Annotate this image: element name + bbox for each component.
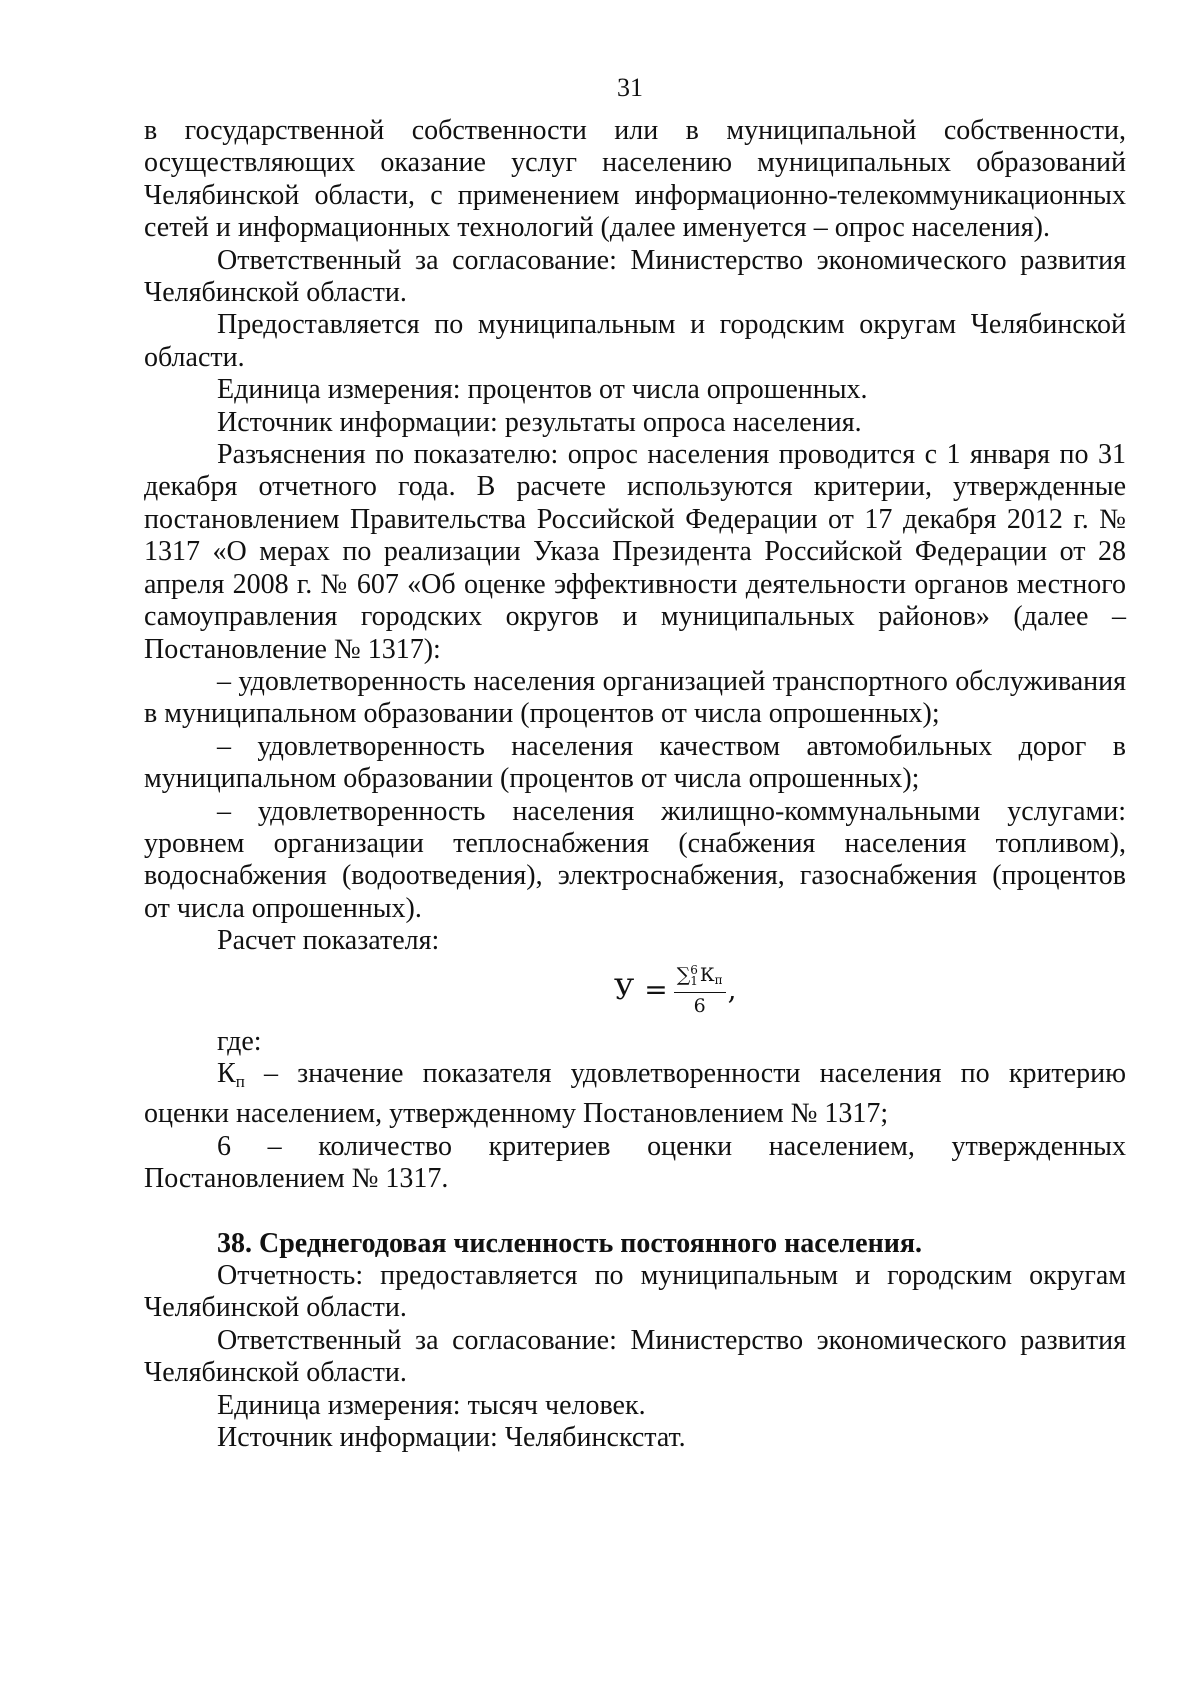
definition-kp [144, 1058, 1126, 1131]
definition-kp-subscript: п [235, 1071, 245, 1091]
section-paragraph-source: Источник информации: Челябинскстат. [217, 1422, 686, 1454]
where-label: где: [217, 1025, 262, 1057]
formula-trailing-comma: , [727, 973, 737, 1007]
formula-row [144, 958, 1126, 1026]
section-heading: 38. Среднегодовая численность постоянного населения. [217, 1227, 922, 1259]
formula-equals: = [644, 973, 668, 1007]
definition-kp-text: – значение показателя удовлетворенности населения по критерию оценки населением, утвержденному Постановлением № 1317; [144, 1057, 1126, 1130]
criterion-roads: – удовлетворенность населения качеством автомобильных дорог в муниципальном образовании (процентов от числа опрошенных); [144, 730, 1126, 795]
sum-term: К [699, 964, 715, 987]
page-number: 31 [617, 73, 643, 102]
definition-six: 6 – количество критериев оценки населением, утвержденных Постановлением № 1317. [144, 1130, 1126, 1195]
formula [614, 960, 737, 1022]
sum-upper-limit: 6 [690, 963, 698, 978]
paragraph-calculation: Расчет показателя: [217, 925, 440, 957]
sum-limits [690, 965, 698, 987]
paragraph-provided: Предоставляется по муниципальным и городским округам Челябинской области. [144, 309, 1126, 373]
formula-denominator: 6 [693, 995, 706, 1018]
document-body [144, 115, 1126, 1454]
formula-fraction [674, 964, 726, 1017]
formula-numerator [674, 964, 726, 993]
definition-kp-symbol: К [217, 1057, 236, 1089]
sum-lower-limit: 1 [690, 974, 698, 989]
paragraph-source: Источник информации: результаты опроса населения. [217, 406, 862, 438]
sigma-symbol: ∑ [676, 964, 691, 987]
criterion-utilities: – удовлетворенность населения жилищно-коммунальными услугами: уровнем организации теплоснабжения (снабжения населения топливом), водоснабжения (водоотведения), электроснабжения, газоснабжения (процентов от числа опрошенных). [144, 795, 1126, 924]
section-paragraph-reporting: Отчетность: предоставляется по муниципальным и городским округам Челябинской области. [144, 1260, 1126, 1324]
section-paragraph-unit: Единица измерения: тысяч человек. [217, 1389, 646, 1421]
formula-lhs: У [614, 973, 635, 1007]
sum-term-subscript: п [714, 973, 723, 988]
section-paragraph-responsible: Ответственный за согласование: Министерство экономического развития Челябинской области. [144, 1324, 1126, 1389]
criterion-transport: – удовлетворенность населения организацией транспортного обслуживания в муниципальном образовании (процентов от числа опрошенных); [144, 665, 1126, 730]
paragraph-explanation: Разъяснения по показателю: опрос населения проводится с 1 января по 31 декабря отчетного года. В расчете используются критерии, утвержденные постановлением Правительства Российской Федерации от 17 декабря 2012 г. № 1317 «О мерах по реализации Указа Президента Российской Федерации от 28 апреля 2008 г. № 607 «Об оценке эффективности деятельности органов местного самоуправления городских округов и муниципальных районов» (далее – Постановление № 1317): [144, 439, 1126, 665]
paragraph-continuation: в государственной собственности или в муниципальной собственности, осуществляющих оказание услуг населению муниципальных образований Челябинской области, с применением информационно-телекоммуникационных сетей и информационных технологий (далее именуется – опрос населения). [144, 115, 1126, 244]
paragraph-responsible: Ответственный за согласование: Министерство экономического развития Челябинской области. [144, 244, 1126, 309]
paragraph-unit: Единица измерения: процентов от числа опрошенных. [217, 374, 868, 406]
section-spacer [144, 1196, 1126, 1228]
